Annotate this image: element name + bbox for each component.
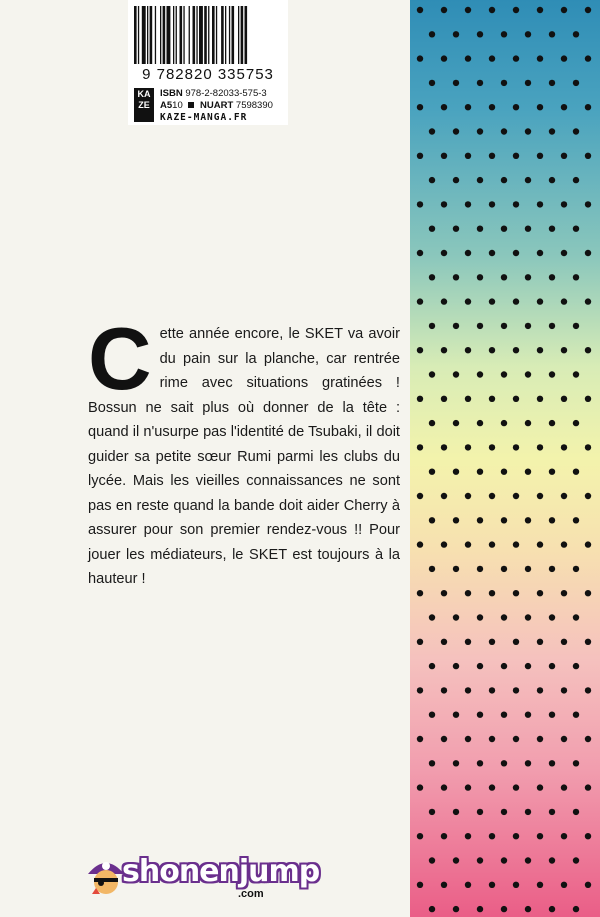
dot-pattern-icon: [410, 0, 600, 917]
synopsis-text: ette année encore, le SKET va avoir du pain sur la planche, car rentrée rime avec situations gratinées ! Bossun ne sait plus où donner de la tête : quand il n'usurpe pas l'identité de Tsubaki, il doit guider sa petite sœur Rumi parmi les clubs du lycée. Mais les vieilles connaissances ne sont pas en reste quand la bande doit aider Cherry à assurer pour son premier rendez-vous !! Pour jouer les médiateurs, le SKET est toujours à la hauteur !: [88, 326, 400, 587]
dropcap: C: [88, 309, 152, 408]
nuart-value: 7598390: [235, 100, 273, 111]
code-line: [160, 100, 273, 111]
nuart-label: NUART: [200, 100, 234, 111]
kaze-logo: [134, 88, 154, 122]
square-icon: [188, 102, 194, 108]
gradient-dot-strip: [410, 0, 600, 917]
synopsis: [88, 309, 400, 592]
barcode-icon: [134, 6, 282, 64]
barcode-digits: 9 782820 335753: [142, 66, 274, 83]
shonenjump-logo: [84, 850, 324, 900]
publisher-website: KAZE-MANGA.FR: [160, 112, 248, 123]
isbn-label: ISBN: [160, 88, 183, 99]
isbn-value: 978-2-82033-575-3: [185, 88, 267, 99]
a5-label: A5: [160, 100, 173, 111]
shonenjump-domain: .com: [238, 888, 264, 900]
isbn-line: [160, 88, 267, 99]
barcode-label: [128, 0, 288, 125]
kaze-logo-text: KAZE: [137, 89, 151, 110]
a5-value: 10: [172, 100, 183, 111]
shonenjump-wordmark: shonenjump: [122, 854, 320, 889]
